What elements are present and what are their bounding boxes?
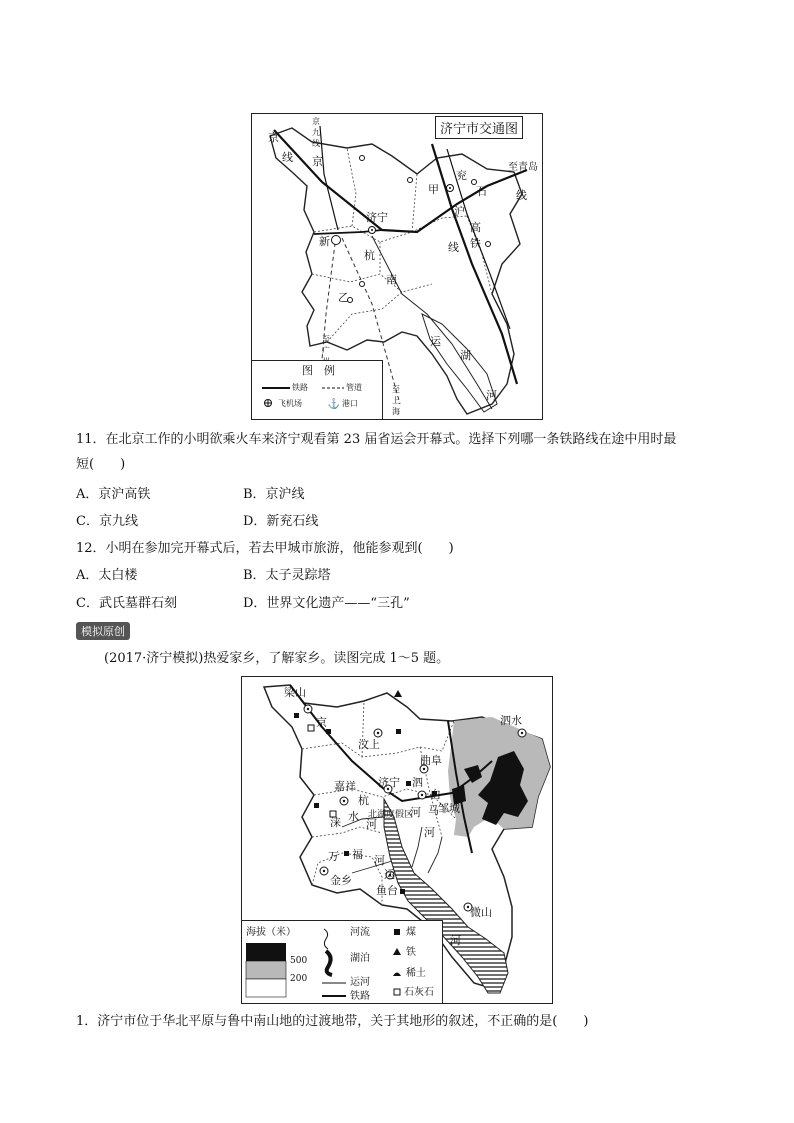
- q12-option-a: A．太白楼: [76, 568, 138, 583]
- label-xian: 线: [282, 151, 293, 164]
- label-fu: 福: [352, 848, 363, 861]
- label-zhiqingdao: 至青岛: [508, 162, 538, 173]
- label-sishui: 泗水: [500, 714, 522, 727]
- label-jinxiang: 金乡: [330, 874, 352, 887]
- label-jing: 京: [312, 155, 323, 168]
- jining-transport-map: [251, 113, 543, 420]
- q12-option-b: B．太子灵踪塔: [243, 568, 331, 583]
- label-jia: 甲: [428, 183, 439, 196]
- legend-rare-earth: 稀土: [406, 968, 426, 979]
- label-qufu: 曲阜: [420, 754, 442, 767]
- label-jiaxiang: 嘉祥: [334, 780, 356, 793]
- q11-option-b: B．京沪线: [243, 487, 305, 502]
- q12-option-c: C．武氏墓群石刻: [76, 596, 177, 611]
- legend-railway: 铁路: [292, 383, 308, 392]
- label-beihu: 北湖度假区: [368, 810, 414, 820]
- legend-airport: 飞机场: [278, 399, 302, 408]
- label-he: 河: [486, 389, 497, 402]
- label-yi: 乙: [338, 291, 349, 304]
- label-hang: 杭: [364, 249, 375, 262]
- label-zhi-guangzhou: 至广: [322, 335, 330, 355]
- legend-title: 图 例: [302, 364, 335, 377]
- label-zoucheng: 邹城: [438, 802, 460, 815]
- legend-port: 港口: [342, 399, 358, 408]
- label-yun: 运: [384, 868, 395, 881]
- label-nan: 南: [386, 273, 397, 286]
- label-lai: 涞: [330, 816, 341, 829]
- legend-limestone: 石灰石: [404, 987, 434, 998]
- label-shui: 水: [348, 810, 359, 823]
- label-xian2: 线: [516, 189, 527, 202]
- label-xian3: 线: [448, 241, 459, 254]
- label-jining: 济宁: [378, 776, 400, 789]
- label-yun: 运: [430, 335, 441, 348]
- label-jingjiu: 京九线: [312, 117, 320, 148]
- label-he5: 河: [450, 934, 461, 947]
- label-hu2: 湖: [460, 349, 471, 362]
- label-zhi-shanghai: 至上海: [392, 385, 400, 416]
- legend-lake: 湖泊: [350, 953, 370, 964]
- question-11: 11．在北京工作的小明欲乘火车来济宁观看第 23 届省运会开幕式。选择下列哪一条铁路线在途中用时最: [76, 432, 677, 447]
- legend-symbols: [252, 361, 382, 419]
- label-jing: 京: [316, 716, 327, 729]
- label-wan: 万: [328, 850, 339, 863]
- label-yan: 兖: [456, 169, 467, 182]
- legend-canal: 运河: [350, 977, 370, 988]
- legend-e500: 500: [290, 956, 308, 966]
- label-gao: 高: [470, 221, 481, 234]
- label-bai: 白: [430, 788, 441, 801]
- section-badge: 模拟原创: [76, 622, 130, 640]
- question-1: 1．济宁市位于华北平原与鲁中南山地的过渡地带，关于其地形的叙述，不正确的是( ): [76, 1014, 589, 1029]
- label-hu: 沪: [454, 205, 465, 218]
- label-hang: 杭: [358, 794, 369, 807]
- label-jing-top: 京: [268, 131, 279, 144]
- q11-option-d: D．新兖石线: [243, 514, 319, 529]
- label-yutai: 鱼台: [376, 884, 398, 897]
- map1-title: 济宁市交通图: [435, 116, 523, 139]
- map2-legend: [242, 920, 443, 1004]
- label-jining: 济宁: [366, 211, 388, 224]
- legend-elevation-title: 海拔（米）: [246, 927, 296, 938]
- map1-legend: [252, 360, 383, 419]
- label-he4: 河: [374, 854, 385, 867]
- q11-option-a: A．京沪高铁: [76, 487, 151, 502]
- q11-option-c: C．京九线: [76, 514, 138, 529]
- label-xin: 新: [319, 235, 330, 248]
- question-12: 12．小明在参加完开幕式后，若去甲城市旅游，他能参观到( ): [76, 541, 454, 556]
- section-intro: (2017·济宁模拟)热爱家乡，了解家乡。读图完成 1～5 题。: [104, 651, 450, 666]
- label-he2: 河: [424, 826, 435, 839]
- svg-text:⚓: ⚓: [327, 399, 341, 410]
- label-tie: 铁: [470, 237, 481, 250]
- question-11-cont: 短( ): [76, 457, 126, 472]
- legend-railway: 铁路: [350, 991, 370, 1002]
- q12-option-d: D．世界文化遗产——“三孔”: [243, 596, 410, 611]
- label-liangshan: 梁山: [284, 686, 306, 699]
- legend-coal: 煤: [406, 927, 416, 938]
- legend-e200: 200: [290, 974, 308, 984]
- legend-iron: 铁: [406, 947, 416, 958]
- label-ma: 马: [428, 804, 439, 817]
- label-he1: 河: [410, 806, 421, 819]
- legend-river: 河流: [350, 927, 370, 938]
- label-wenshang: 汶上: [358, 738, 380, 751]
- label-si: 泗: [412, 776, 423, 789]
- label-shi: 石: [476, 185, 487, 198]
- label-he3: 河: [366, 818, 377, 831]
- label-weishan: 微山: [470, 906, 492, 919]
- jining-terrain-map: [241, 676, 553, 1004]
- legend-pipeline: 管道: [346, 383, 362, 392]
